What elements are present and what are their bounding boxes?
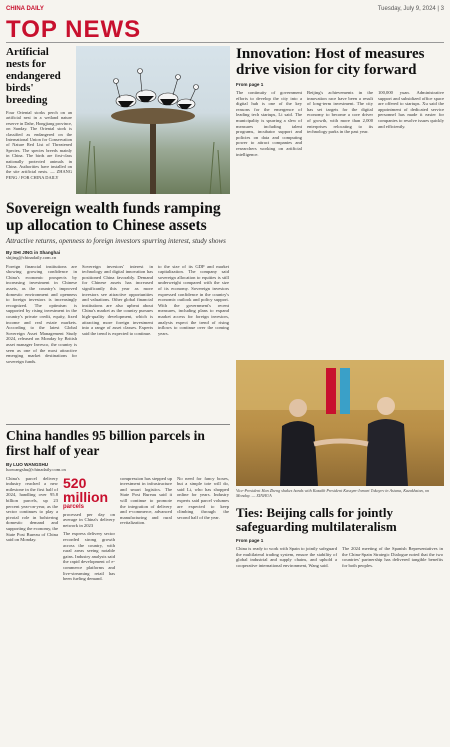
publication-logo: CHINA DAILY bbox=[6, 6, 44, 12]
ties-story bbox=[236, 506, 444, 743]
photo-caption: Vice-President Han Zheng shakes hands with Kazakh President Kassym-Jomart Tokayev in Astana, Kazakhstan, on Monday. — XINHUA bbox=[236, 488, 430, 499]
sovereign-email: shijing@chinadaily.com.cn bbox=[6, 255, 57, 260]
parcels-column-3: compression has stepped up investment in infrastructure and smart logistics. The State Post Bureau said it will continue to promote the integration of delivery and e-commerce, advanced manufacturing and rural revitalization. bbox=[120, 475, 172, 526]
diplomatic-meeting-photo bbox=[236, 360, 444, 486]
sovereign-column-2: Sovereign investors' interest in technology and digital innovation has positioned China favorably. Demand for Chinese assets has increased significantly this year as more investors see attractive opportunities and valuations. Other global financial institutions are also upbeat about China's market as the country pursues high-quality development, which is attracting more foreign investment into a range of asset classes. Experts said the trend is expected to continue. bbox=[82, 263, 153, 336]
storks-photo bbox=[76, 46, 230, 194]
parcels-stat-number: 520 million bbox=[63, 474, 109, 505]
sovereign-subhead: Attractive returns, openness to foreign investors spurring interest, study shows bbox=[6, 237, 226, 245]
parcels-column-4: No need for fancy boxes, but a simple tote will do, said Li, who has shopped online for years. Industry experts said parcel volumes are expected to keep climbing through the second half of the year. bbox=[177, 475, 229, 520]
parcels-stat-label: parcels bbox=[63, 503, 85, 510]
ties-from-page: From page 1 bbox=[236, 538, 264, 543]
ties-column-2: The 2024 meeting of the Spanish Representatives in the China-Spain Strategic Dialogue noted that the two countries' partnership has delivered tangible benefits for both peoples. bbox=[342, 546, 443, 568]
innovation-column-2: Beijing's achievements in the innovation race have been a result of long-term investment. The city has set targets for the digital economy to become a core driver of growth, with more than 2,000 enterprises relocating to its technology parks in the past year. bbox=[307, 90, 373, 135]
sovereign-byline: By SHI JING in Shanghai bbox=[6, 250, 61, 255]
parcels-email: luowangshu@chinadaily.com.cn bbox=[6, 467, 66, 472]
innovation-story bbox=[236, 46, 444, 358]
ties-headline: Ties: Beijing calls for jointly safeguarding multilateralism bbox=[236, 505, 397, 534]
sovereign-column-3: to the size of its GDP and market capitalization. The company said sovereign allocation to equities is still underweight compared with the size of its economy. Sovereign investors expressed confidence in the country's economic outlook and policy support. With the government's recent measures, including plans to expand market access for foreign investors, analysts expect the trend of rising inflows to continue over the coming years. bbox=[158, 263, 229, 336]
artificial-nests-headline: Artificial nests for endangered birds' breeding bbox=[6, 46, 61, 106]
parcels-story bbox=[6, 428, 230, 743]
ties-column-1: China is ready to work with Spain to jointly safeguard the multilateral trading system, ensure the stability of global industrial and supply chains, and uphold a cooperative international environment, Wang said. bbox=[236, 546, 337, 568]
artificial-nests-story bbox=[6, 46, 72, 196]
parcels-column-1: China's parcel delivery industry reached a new milestone in the first half of 2024, handling over 95.8 billion parcels, up 23 percent year-on-year, as the sector continues to play a pivotal role in bolstering domestic demand and supporting the economy, the State Post Bureau of China said on Monday. bbox=[6, 475, 59, 543]
meeting-illustration bbox=[236, 360, 444, 486]
parcels-stat-box bbox=[63, 476, 115, 582]
section-title: TOP NEWS bbox=[6, 16, 142, 43]
sovereign-wealth-story bbox=[6, 200, 230, 422]
innovation-column-1: The continuity of government efforts to develop the city into a digital hub is one of the key reasons for the emergence of leading tech startups, Li said. The municipality is spurring a slew of measures including talent programs, incubator support and policies on data and computing power to attract companies and researchers working on artificial intelligence. bbox=[236, 90, 302, 157]
storks-illustration bbox=[76, 46, 230, 194]
sovereign-headline: Sovereign wealth funds ramping up allocation to Chinese assets bbox=[6, 200, 221, 234]
top-bar bbox=[6, 4, 444, 16]
parcels-stat-caption: processed per day on average in China's delivery network in 2023 bbox=[63, 511, 115, 528]
parcels-headline: China handles 95 billion parcels in first half of year bbox=[6, 428, 205, 458]
parcels-column-2: The express delivery sector recorded strong growth across the country, with rural areas seeing notable gains. Industry analysts said the rapid development of e-commerce platforms and live-streaming retail has been fueling demand. bbox=[63, 531, 115, 582]
section-divider bbox=[6, 424, 230, 425]
artificial-nests-body: Four Oriental storks perch on an artificial nest in a wetland nature reserve in Dahe, Hongjiang province, on Sunday. The Oriental stork is classified as endangered on the International Union for Conservation of Nature Red List of Threatened Species. The species breeds mainly in China. The birds are first-class nationally protected animals in China. Authorities have installed on the site artificial nests. — ZHANG PENG / FOR CHINA DAILY bbox=[6, 110, 72, 180]
parcels-byline: By LUO WANGSHU bbox=[6, 462, 49, 467]
sovereign-column-1: Foreign financial institutions are showing growing confidence in China's economic prospects by increasing investment in Chinese assets, as the country's improved domestic environment and openness to foreign investors is increasingly recognized. The optimism is supported by rising investment in the country's private credit, equity, fixed income and real estate markets. According to the latest Global Sovereign Asset Management Study 2024, released on Monday by British asset manager Invesco, the country is seen as one of the most attractive emerging market destinations for sovereign funds. bbox=[6, 263, 77, 364]
section-masthead bbox=[6, 16, 444, 43]
innovation-headline: Innovation: Host of measures drive vision for city forward bbox=[236, 46, 425, 78]
issue-date: Tuesday, July 9, 2024 | 3 bbox=[377, 6, 444, 12]
innovation-from-page: From page 1 bbox=[236, 82, 264, 87]
innovation-column-3: 100,000 yuan. Administrative support and subsidized office space are offered to startups. Xu said the appointment of dedicated service personnel has made it easier for companies to resolve issues quickly and efficiently. bbox=[378, 90, 444, 129]
